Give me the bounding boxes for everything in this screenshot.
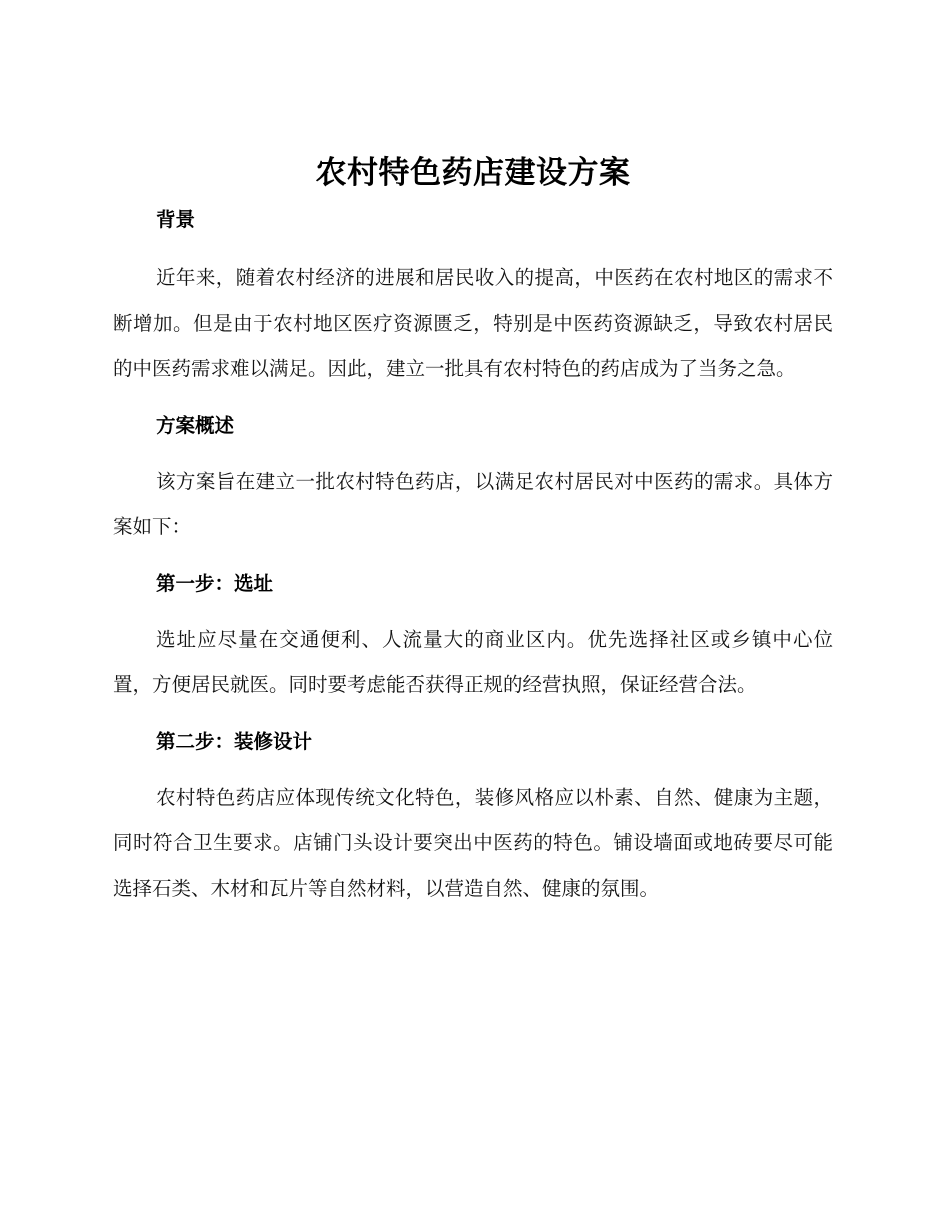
- section-body-step-two: 农村特色药店应体现传统文化特色，装修风格应以朴素、自然、健康为主题，同时符合卫生要求。店铺门头设计要突出中医药的特色。铺设墙面或地砖要尽可能选择石类、木材和瓦片等自然材料，以营造自然、健康的氛围。: [113, 785, 833, 900]
- section-body-step-one: 选址应尽量在交通便利、人流量大的商业区内。优先选择社区或乡镇中心位置，方便居民就医。同时要考虑能否获得正规的经营执照，保证经营合法。: [113, 627, 833, 696]
- section-heading-overview: 方案概述: [156, 413, 235, 437]
- section-body-overview: 该方案旨在建立一批农村特色药店，以满足农村居民对中医药的需求。具体方案如下：: [113, 469, 833, 538]
- section-heading-step-two: 第二步：装修设计: [156, 729, 313, 753]
- section-heading-step-one: 第一步：选址: [156, 571, 274, 595]
- section-heading-background: 背景: [156, 208, 196, 231]
- document-title: 农村特色药店建设方案: [315, 155, 631, 191]
- section-body-background: 近年来，随着农村经济的进展和居民收入的提高，中医药在农村地区的需求不断增加。但是由于农村地区医疗资源匮乏，特别是中医药资源缺乏，导致农村居民的中医药需求难以满足。因此，建立一批具有农村特色的药店成为了当务之急。: [113, 266, 833, 380]
- document-content: [113, 150, 833, 911]
